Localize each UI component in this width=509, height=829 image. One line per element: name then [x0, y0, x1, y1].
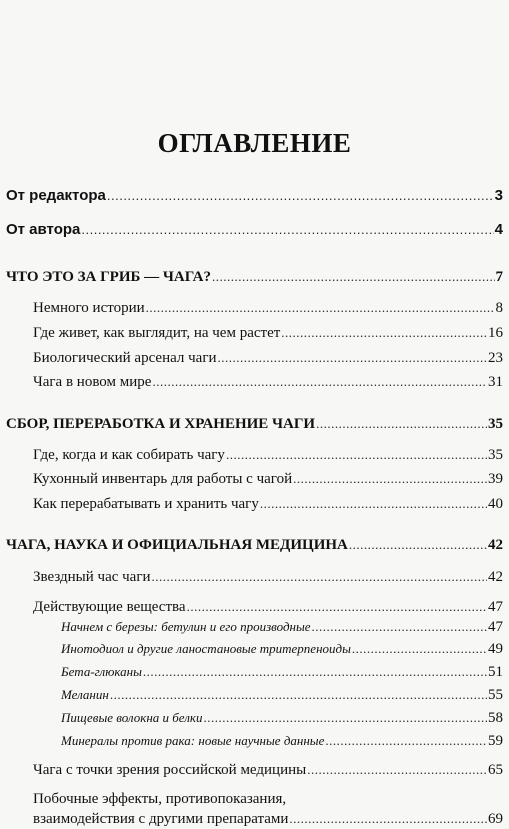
toc-page-number: 39 — [488, 471, 503, 487]
toc-page-number: 16 — [488, 325, 503, 341]
dot-leader — [143, 662, 487, 682]
toc-section-3[interactable] — [6, 535, 503, 555]
dot-leader — [281, 323, 487, 343]
dot-leader — [218, 348, 487, 368]
toc-page-number: 55 — [488, 687, 503, 703]
dot-leader — [289, 809, 487, 829]
toc-entry[interactable] — [33, 494, 503, 514]
toc-entry-title: ЧТО ЭТО ЗА ГРИБ — ЧАГА? — [6, 269, 212, 285]
dot-leader — [307, 760, 487, 780]
dot-leader — [81, 220, 493, 240]
toc-page-number: 51 — [488, 664, 503, 680]
toc-entry-title: Звездный час чаги — [33, 569, 151, 585]
dot-leader — [187, 597, 487, 617]
toc-entry-title: Инотодиол и другие ланостановые тритерпеноиды — [61, 641, 351, 656]
toc-page-number: 23 — [488, 350, 503, 366]
toc-entry[interactable] — [33, 323, 503, 343]
dot-leader — [349, 535, 487, 555]
toc-subentry[interactable] — [61, 617, 503, 637]
toc-subentry[interactable] — [61, 685, 503, 705]
toc-entry-author[interactable] — [6, 220, 503, 240]
toc-entry-title: Где, когда и как собирать чагу — [33, 447, 225, 463]
toc-entry-title-line1: Побочные эффекты, противопоказания, — [33, 791, 287, 807]
toc-entry[interactable] — [33, 760, 503, 780]
toc-entry-side-effects[interactable] — [33, 789, 503, 829]
toc-entry-title: Немного истории — [33, 300, 145, 316]
toc-entry-title: СБОР, ПЕРЕРАБОТКА И ХРАНЕНИЕ ЧАГИ — [6, 416, 316, 432]
toc-page-number: 49 — [488, 641, 503, 657]
toc-entry-title: Где живет, как выглядит, на чем растет — [33, 325, 281, 341]
toc-entry[interactable] — [33, 372, 503, 392]
toc-entry-title: Кухонный инвентарь для работы с чагой — [33, 471, 293, 487]
toc-subentry[interactable] — [61, 708, 503, 728]
toc-page-number: 42 — [488, 537, 503, 553]
toc-entry[interactable] — [33, 469, 503, 489]
toc-page-number: 42 — [488, 569, 503, 585]
toc-page-number: 7 — [495, 269, 503, 285]
dot-leader — [146, 298, 495, 318]
dot-leader — [152, 567, 487, 587]
toc-subentry[interactable] — [61, 639, 503, 659]
toc-entry-title: Чага в новом мире — [33, 374, 152, 390]
dot-leader — [107, 186, 494, 206]
dot-leader — [316, 414, 487, 434]
toc-entry-title: Пищевые волокна и белки — [61, 710, 203, 725]
toc-page-number: 65 — [488, 762, 503, 778]
dot-leader — [352, 639, 487, 659]
dot-leader — [152, 372, 487, 392]
toc-entry-title: Бета-глюканы — [61, 664, 142, 679]
toc-page-number: 35 — [488, 416, 503, 432]
toc-entry-title: Меланин — [61, 687, 109, 702]
toc-page-number: 47 — [488, 619, 503, 635]
toc-entry-title: Действующие вещества — [33, 599, 186, 615]
toc-entry-title: Минералы против рака: новые научные данные — [61, 733, 325, 748]
toc-entry[interactable] — [33, 567, 503, 587]
toc-page-number: 4 — [494, 221, 503, 238]
dot-leader — [212, 267, 494, 287]
toc-entry-editor[interactable] — [6, 186, 503, 206]
toc-entry-title: Как перерабатывать и хранить чагу — [33, 496, 259, 512]
toc-page-number: 40 — [488, 496, 503, 512]
dot-leader — [293, 469, 487, 489]
toc-entry[interactable] — [33, 298, 503, 318]
toc-page-number: 31 — [488, 374, 503, 390]
dot-leader — [260, 494, 487, 514]
toc-entry[interactable] — [33, 445, 503, 465]
toc-page-number: 47 — [488, 599, 503, 615]
toc-entry-title: От редактора — [6, 187, 106, 204]
toc-entry-title: От автора — [6, 221, 81, 238]
toc-entry[interactable] — [33, 597, 503, 617]
toc-entry-title-line2: взаимодействия с другими препаратами — [33, 811, 289, 827]
toc-page-number: 69 — [488, 811, 503, 827]
toc-entry-title: Чага с точки зрения российской медицины — [33, 762, 307, 778]
page-title: ОГЛАВЛЕНИЕ — [157, 128, 352, 158]
toc-page-number: 58 — [488, 710, 503, 726]
dot-leader — [204, 708, 487, 728]
toc-page-number: 8 — [495, 300, 503, 316]
dot-leader — [110, 685, 487, 705]
toc-section-1[interactable] — [6, 267, 503, 287]
toc-page-number: 59 — [488, 733, 503, 749]
dot-leader — [226, 445, 487, 465]
dot-leader — [325, 731, 487, 751]
toc-subentry[interactable] — [61, 731, 503, 751]
toc-entry-title: Биологический арсенал чаги — [33, 350, 217, 366]
dot-leader — [312, 617, 487, 637]
toc-entry[interactable] — [33, 348, 503, 368]
toc-entry-title: Начнем с березы: бетулин и его производные — [61, 619, 311, 634]
toc-subentry[interactable] — [61, 662, 503, 682]
toc-page-number: 3 — [494, 187, 503, 204]
toc-section-2[interactable] — [6, 414, 503, 434]
toc-page-number: 35 — [488, 447, 503, 463]
toc-entry-title: ЧАГА, НАУКА И ОФИЦИАЛЬНАЯ МЕДИЦИНА — [6, 537, 348, 553]
